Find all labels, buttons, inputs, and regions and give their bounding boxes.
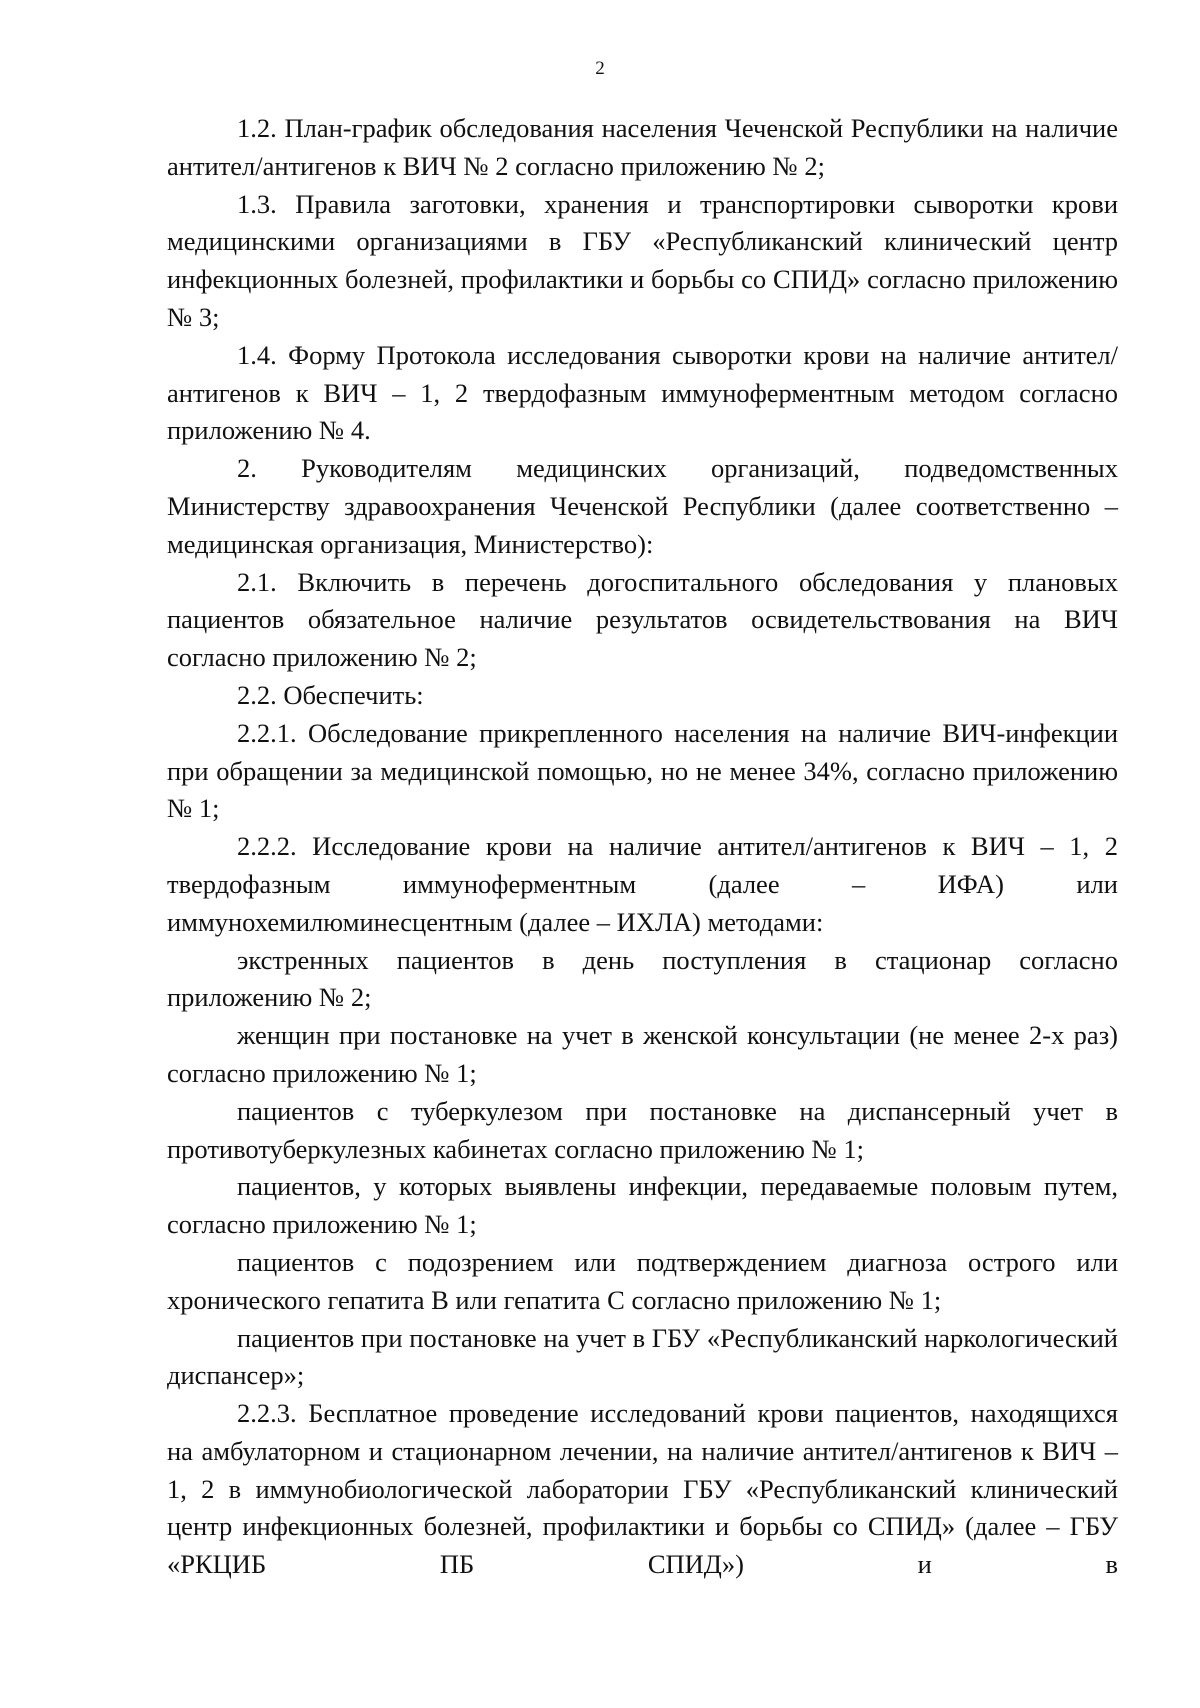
list-item-hepatitis-patients: пациентов с подозрением или подтверждением диагноза острого или хронического гепатита В или гепатита С согласно приложению № 1; [167, 1246, 1118, 1315]
paragraph-2-1: 2.1. Включить в перечень догоспитального обследования у плановых пациентов обязательное наличие результатов освидетельствования на ВИЧ согласно приложению № 2; [167, 566, 1118, 673]
paragraph-1-4: 1.4. Форму Протокола исследования сыворотки крови на наличие антител/антигенов к ВИЧ – 1, 2 твердофазным иммуноферментным методом согласно приложению № 4. [167, 339, 1118, 446]
list-item-narcology-patients: пациентов при постановке на учет в ГБУ «Республиканский наркологический диспансер»; [167, 1322, 1118, 1391]
paragraph-2-2: 2.2. Обеспечить: [237, 679, 424, 710]
list-item-emergency-patients: экстренных пациентов в день поступления в стационар согласно приложению № 2; [167, 944, 1118, 1013]
paragraph-1-3: 1.3. Правила заготовки, хранения и транспортировки сыворотки крови медицинскими организациями в ГБУ «Республиканский клинический центр инфекционных болезней, профилактики и борьбы со СПИД» согласно приложению № 3; [167, 188, 1118, 332]
paragraph-2-2-3: 2.2.3. Бесплатное проведение исследований крови пациентов, находящихся на амбулаторном и стационарном лечении, на наличие антител/антигенов к ВИЧ – 1, 2 в иммунобиологической лаборатории ГБУ «Республиканский клинический центр инфекционных болезней, профилактики и борьбы со СПИД» (далее – ГБУ «РКЦИБ ПБ СПИД») и в [167, 1398, 1118, 1580]
document-body [167, 110, 1118, 1584]
paragraph-2-2-1: 2.2.1. Обследование прикрепленного населения на наличие ВИЧ-инфекции при обращении за медицинской помощью, но не менее 34%, согласно приложению № 1; [167, 717, 1118, 824]
list-item-tuberculosis-patients: пациентов с туберкулезом при постановке на диспансерный учет в противотуберкулезных кабинетах согласно приложению № 1; [167, 1095, 1118, 1164]
paragraph-2-2-2: 2.2.2. Исследование крови на наличие антител/антигенов к ВИЧ – 1, 2 твердофазным иммуноферментным (далее – ИФА) или иммунохемилюминесцентным (далее – ИХЛА) методами: [167, 831, 1118, 937]
list-item-women-consultation: женщин при постановке на учет в женской консультации (не менее 2-х раз) согласно приложению № 1; [167, 1020, 1118, 1088]
paragraph-2: 2. Руководителям медицинских организаций, подведомственных Министерству здравоохранения Чеченской Республики (далее соответственно – медицинская организация, Министерство): [167, 453, 1118, 559]
list-item-sti-patients: пациентов, у которых выявлены инфекции, передаваемые половым путем, согласно приложению № 1; [167, 1171, 1118, 1240]
page-number: 2 [595, 58, 605, 79]
paragraph-1-2: 1.2. План-график обследования населения Чеченской Республики на наличие антител/антигенов к ВИЧ № 2 согласно приложению № 2; [167, 113, 1118, 181]
